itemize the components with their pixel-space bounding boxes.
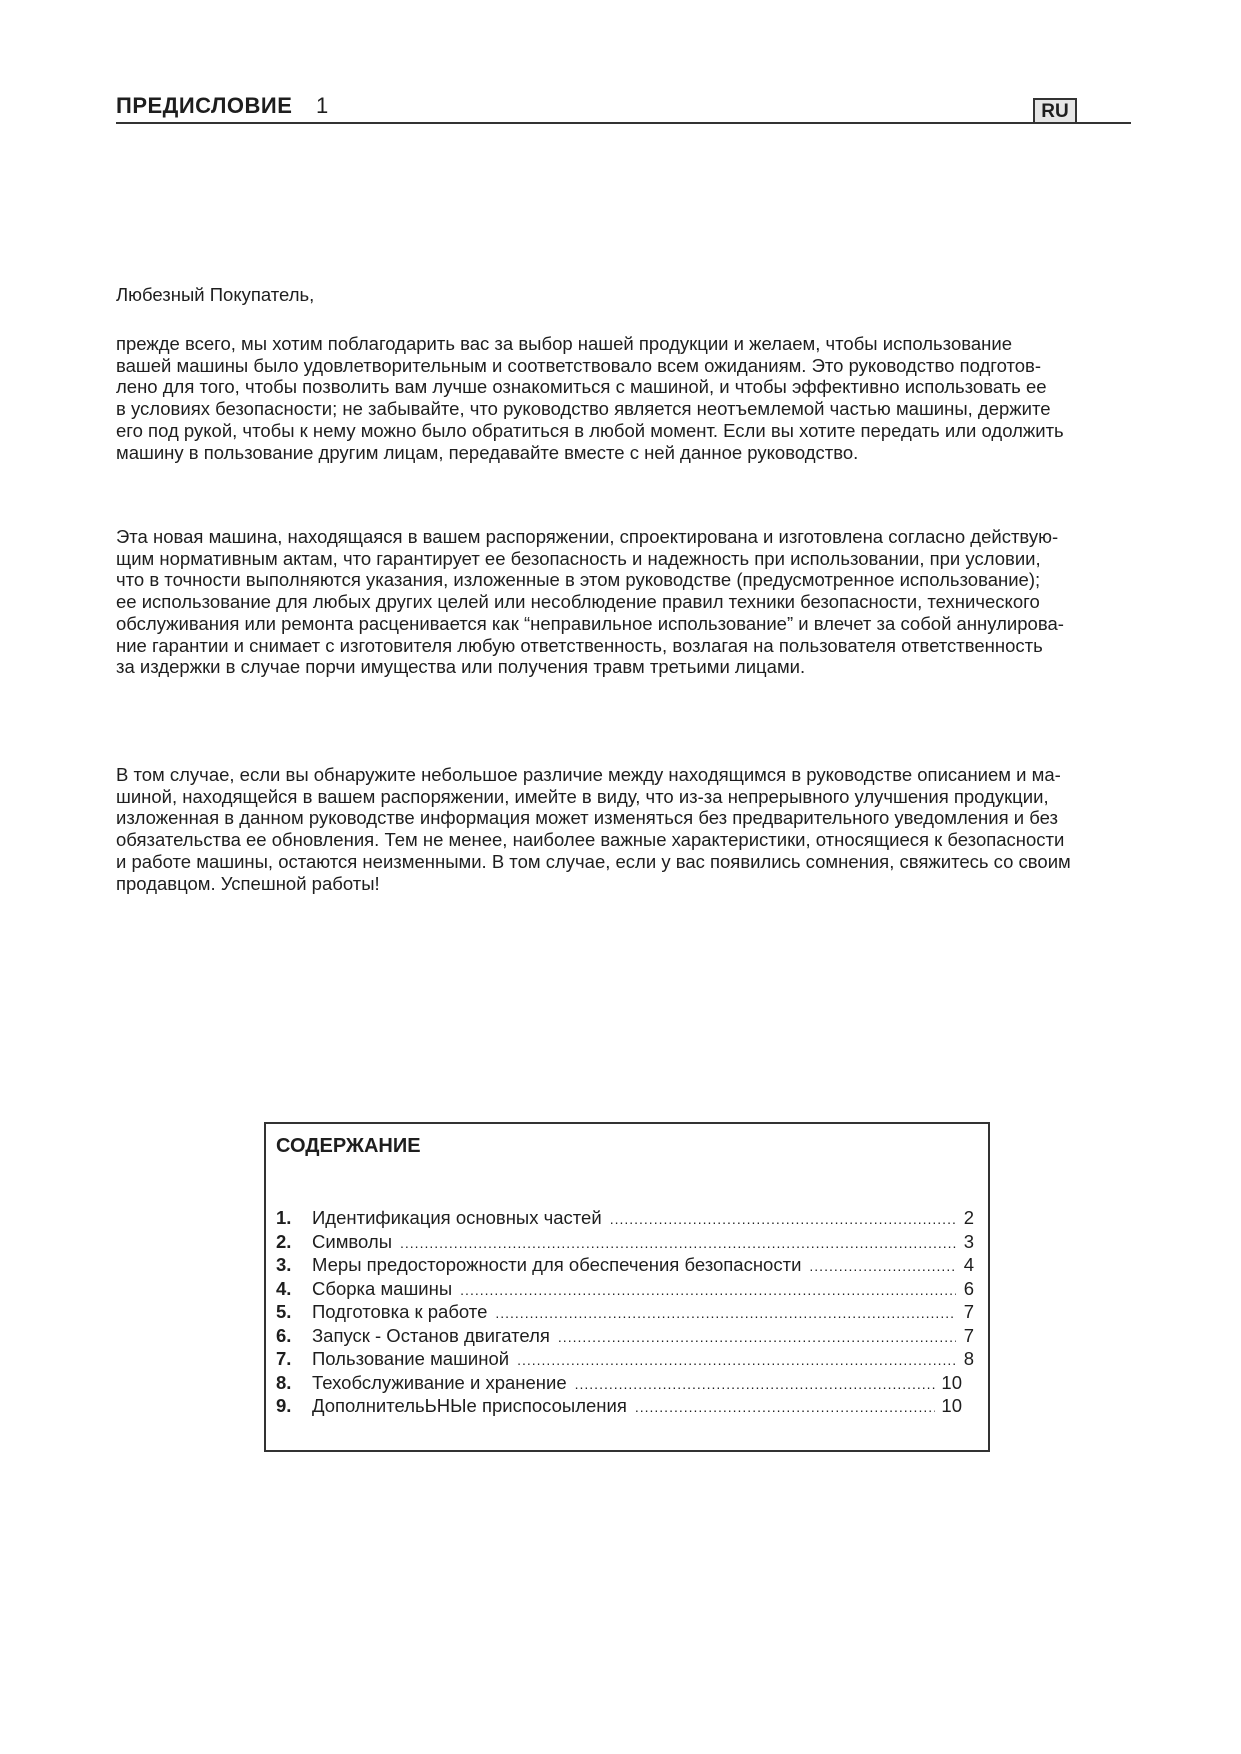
page-number: 1	[316, 93, 329, 118]
paragraph-line: щим нормативным актам, что гарантирует ее безопасность и надежность при использовании, при условии,	[116, 547, 1041, 569]
paragraph-line: прежде всего, мы хотим поблагодарить вас за выбор нашей продукции и желаем, чтобы использование	[116, 333, 1012, 354]
toc-item-page: 3	[963, 1230, 974, 1252]
toc-item-number: 4.	[276, 1277, 292, 1299]
toc-item-number: 8.	[276, 1371, 292, 1393]
toc-item[interactable]	[276, 1206, 974, 1230]
page-header	[116, 92, 1131, 124]
paragraph-line: ние гарантии и снимает с изготовителя любую ответственность, возлагая на пользователя ответственность	[116, 634, 1043, 656]
toc-item-page: 4	[963, 1254, 974, 1275]
paragraph-safety	[116, 526, 1146, 678]
paragraph-line: лено для того, чтобы позволить вам лучше ознакомиться с машиной, и чтобы эффективно использовать ее	[116, 376, 1047, 398]
paragraph-line: и работе машины, остаются неизменными. В том случае, если у вас появились сомнения, свяжитесь со своим	[116, 850, 1071, 872]
toc-item-page: 10	[941, 1371, 962, 1393]
toc-leader	[575, 1373, 936, 1397]
toc-item-number: 3.	[276, 1254, 292, 1275]
toc-leader	[610, 1208, 956, 1232]
paragraph-line: в условиях безопасности; не забывайте, что руководство является неотъемлемой частью машины, держите	[116, 398, 1051, 420]
paragraph-line: что в точности выполняются указания, изложенные в этом руководстве (предусмотренное использование);	[116, 569, 1041, 591]
toc-item-page: 7	[963, 1301, 974, 1322]
toc-item-label: Меры предосторожности для обеспечения безопасности	[312, 1254, 802, 1275]
paragraph-line: обслуживания или ремонта расценивается как “неправильное использование” и влечет за собой аннулирова-	[116, 612, 1064, 634]
toc-item[interactable]	[276, 1230, 974, 1254]
table-of-contents	[264, 1122, 990, 1452]
section-title: ПРЕДИСЛОВИЕ	[116, 93, 293, 118]
toc-leader	[558, 1326, 956, 1350]
toc-item-number: 7.	[276, 1348, 292, 1369]
toc-leader	[495, 1302, 956, 1326]
paragraph-line: его под рукой, чтобы к нему можно было обратиться в любой момент. Если вы хотите передать или одолжить	[116, 419, 1064, 441]
toc-item-page: 10	[941, 1395, 962, 1416]
paragraph-line: обязательства ее обновления. Тем не менее, наиболее важные характеристики, относящиеся к безопасности	[116, 829, 1065, 851]
toc-item[interactable]	[276, 1300, 974, 1324]
toc-item-number: 2.	[276, 1230, 292, 1252]
toc-item-label: Подготовка к работе	[312, 1301, 488, 1322]
toc-item-label: ДополнительЬНЫе приспосоыления	[312, 1395, 627, 1416]
toc-item-label: Сборка машины	[312, 1277, 453, 1299]
paragraph-line: В том случае, если вы обнаружите небольшое различие между находящимся в руководстве описанием и ма-	[116, 764, 1061, 785]
toc-item[interactable]	[276, 1347, 974, 1371]
paragraph-intro	[116, 333, 1146, 463]
paragraph-line: машину в пользование другим лицам, передавайте вместе с ней данное руководство.	[116, 441, 859, 463]
paragraph-line: шиной, находящейся в вашем распоряжении, имейте в виду, что из-за непрерывного улучшения продукции,	[116, 785, 1049, 807]
toc-item[interactable]	[276, 1394, 974, 1418]
paragraph-line: изложенная в данном руководстве информация может изменяться без предварительного уведомления и без	[116, 807, 1058, 829]
toc-list	[276, 1206, 974, 1418]
toc-item-label: Запуск - Останов двигателя	[312, 1324, 550, 1346]
paragraph-line: вашей машины было удовлетворительным и соответствовало всем ожиданиям. Это руководство подготов-	[116, 354, 1042, 376]
paragraph-line: Эта новая машина, находящаяся в вашем распоряжении, спроектирована и изготовлена согласно действую-	[116, 526, 1059, 547]
toc-item-label: Техобслуживание и хранение	[312, 1371, 567, 1393]
toc-item-page: 7	[963, 1324, 974, 1346]
toc-item-label: Идентификация основных частей	[312, 1207, 602, 1228]
toc-item[interactable]	[276, 1253, 974, 1277]
toc-leader	[809, 1255, 956, 1279]
toc-item-page: 8	[963, 1348, 974, 1369]
toc-item-number: 5.	[276, 1301, 292, 1322]
language-badge: RU	[1033, 98, 1077, 122]
paragraph-line: продавцом. Успешной работы!	[116, 872, 380, 894]
toc-item[interactable]	[276, 1277, 974, 1301]
greeting: Любезный Покупатель,	[116, 284, 315, 305]
toc-item[interactable]	[276, 1324, 974, 1348]
toc-item-number: 9.	[276, 1395, 292, 1416]
paragraph-line: ее использование для любых других целей или несоблюдение правил техники безопасности, технического	[116, 591, 1040, 613]
toc-item[interactable]	[276, 1371, 974, 1395]
toc-item-page: 2	[963, 1207, 974, 1228]
toc-item-number: 6.	[276, 1324, 292, 1346]
toc-title: СОДЕРЖАНИЕ	[276, 1135, 421, 1157]
paragraph-line: за издержки в случае порчи имущества или получения травм третьими лицами.	[116, 656, 806, 678]
toc-item-page: 6	[963, 1277, 974, 1299]
toc-item-label: Символы	[312, 1230, 393, 1252]
toc-item-label: Пользование машиной	[312, 1348, 510, 1369]
toc-leader	[460, 1279, 956, 1303]
toc-leader	[400, 1232, 956, 1256]
toc-leader	[635, 1396, 936, 1420]
toc-leader	[517, 1349, 956, 1373]
paragraph-changes	[116, 764, 1146, 894]
toc-item-number: 1.	[276, 1207, 292, 1228]
